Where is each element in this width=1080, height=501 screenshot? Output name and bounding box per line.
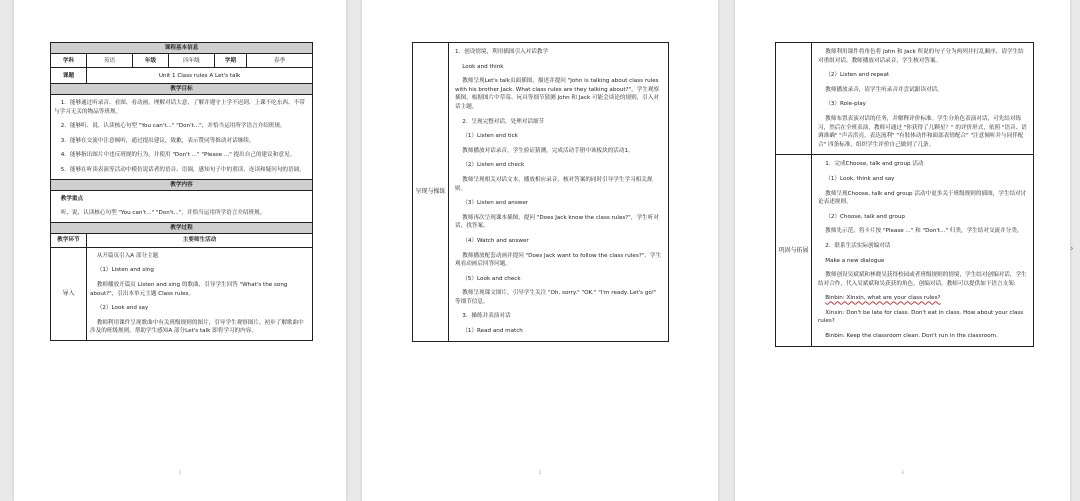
document-page-1 bbox=[14, 0, 346, 501]
activity-line: 教师呈现课文图片，引导学生关注 "Oh, sorry." "OK." "I'm ready. Let's go!" 等细节信息。 bbox=[455, 290, 657, 305]
activity-line: 教师呈现相关对话文本，播放相应录音，核对答案的同时引导学生学习相关规则。 bbox=[455, 176, 653, 192]
topic-value: Unit 1 Class rules A Let's talk bbox=[87, 68, 313, 84]
goal-item: 2．能够听、说、认读核心句型 "You can't..." "Don't..."，并恰当运用所学语言介绍班规。 bbox=[60, 123, 286, 130]
activity-line: （1）Read and match bbox=[462, 328, 523, 335]
activity-line: 教师利用课件呈现歌曲中有关班级规则的图片，引导学生观察图片，初步了解歌曲中涉及的班级规则，帮助学生感知A 部分Let's talk 即将学习的内容。 bbox=[90, 319, 304, 335]
activity-line: （3）Role-play bbox=[825, 101, 866, 108]
activity-line: 1．完成Choose, talk and group 活动 bbox=[825, 161, 924, 168]
activity-line: 教师创设吴斌斌和林晓吴获得校园或者班级规则的情境，学生结对创编对话，学生结对合作，代入吴斌斌和吴获获的角色，创编对话。教师可以提供如下语言支架: bbox=[818, 272, 1027, 287]
activity-line: （1）Look, think and say bbox=[825, 175, 895, 182]
activity-line: 教师呈现Choose, talk and group 活动中更多关于班级规则的插图，学生结对讨论表述规则。 bbox=[818, 190, 1027, 206]
page-number: 3 bbox=[901, 470, 904, 475]
activity-line: 教师布置表演对话的任务，并解释评价标准。学生分角色表演对话，可先结对练习，然后在全班表演，教师可通过 "你获得了几颗星？" 的评价形式，依照 "语音、语调准确" "声音洪亮，表达流利" "有肢体动作和面部表情配合" "注意倾听并与同伴配合" 四条标准，组织学生评价自己做到了几条。 bbox=[818, 115, 1027, 148]
roleplay-activity-cell bbox=[812, 43, 1034, 155]
presentation-activity-cell bbox=[449, 43, 669, 342]
activity-line: 从开篇页引入A 部分主题 bbox=[96, 252, 159, 259]
dialogue-line: Xinxin: Don't be late for class. Don't eat in class. How about your class rules? bbox=[818, 309, 1024, 325]
document-page-3 bbox=[735, 0, 1070, 501]
activity-line: （2）Choose, talk and group bbox=[825, 213, 905, 220]
page-number: 2 bbox=[538, 470, 542, 475]
activity-line: （4）Watch and answer bbox=[462, 237, 529, 244]
activity-line: Make a new dialogue bbox=[825, 257, 885, 264]
page-number: 1 bbox=[178, 470, 182, 475]
grade-label: 年级 bbox=[133, 54, 169, 68]
document-page-2 bbox=[362, 0, 718, 501]
goal-item: 3．能够在交流中注意倾听，通过提出建议，致歉，表示赞同等推动对话继续。 bbox=[60, 137, 255, 144]
intro-activity-cell bbox=[87, 247, 313, 340]
subject-label: 学科 bbox=[51, 54, 87, 68]
key-point-label: 教学重点 bbox=[60, 195, 84, 202]
dialogue-line: Binbin: Keep the classroom clean. Don't run in the classroom. bbox=[825, 333, 998, 340]
activity-line: 教师播放录音，请学生听录音并尝试跟读对话。 bbox=[825, 86, 943, 93]
topic-label: 课题 bbox=[51, 68, 87, 84]
activity-line: 1．创设情境，利用插图引入对话教学 bbox=[455, 49, 549, 55]
activity-line: （2）Listen and repeat bbox=[825, 72, 890, 79]
activity-line: 教师再次呈现课本插图，提问 "Does Jack know the class rules?"，学生听对话，找答案。 bbox=[455, 214, 659, 230]
grade-value: 四年级 bbox=[169, 54, 215, 68]
process-table-continued bbox=[412, 42, 669, 342]
content-header: 教学内容 bbox=[51, 179, 313, 190]
activity-line: 教师播放对话录音，学生验证猜测，完成活动手册中该板块的活动1。 bbox=[462, 147, 634, 154]
stage-intro: 导入 bbox=[51, 247, 87, 340]
activity-line: 3．操练并表演对话 bbox=[462, 313, 511, 320]
stage-presentation: 呈现与操练 bbox=[413, 43, 449, 342]
activity-line: （1）Listen and sing bbox=[96, 267, 154, 274]
activity-column-header: 主要师生活动 bbox=[87, 233, 313, 247]
term-label: 学期 bbox=[215, 54, 247, 68]
activity-line: 教师先示范，将卡片按 "Please ..." 和 "Don't..." 归类，学生结对交流并分类。 bbox=[825, 228, 1023, 235]
goals-header: 教学目标 bbox=[51, 84, 313, 95]
goal-item: 4．能够指出图片中违反班规的行为，并使用 "Don't ..." "Please ..." 提出自己的建议和意见。 bbox=[60, 152, 296, 159]
goal-item: 1．能够通过听录音、看图、看动画，理解对话大意，了解并遵守上学不迟到、上课不吃东西、不带与学习无关的物品等班规。 bbox=[54, 100, 305, 115]
course-info-table bbox=[50, 42, 313, 341]
process-table-final bbox=[775, 42, 1034, 347]
activity-line: 教师呈现Let's talk页面插图，描述并提问 "John is talking about class rules with his brother Jack. What class rules are they talking about?"，学生观察插图，根据图片中草莓、玩具等细节猜测 John 和 Jack 可能会谈论的规则，引入对话主题。 bbox=[455, 78, 660, 110]
activity-line: （3）Listen and answer bbox=[462, 200, 529, 207]
activity-line: （5）Look and check bbox=[462, 275, 521, 282]
activity-line: （2）Listen and check bbox=[462, 162, 525, 169]
activity-line: 教师播放开篇页 Listen and sing 的歌曲，引导学生回答 "What's the song about?"，引出本单元主题 Class rules。 bbox=[90, 281, 288, 297]
goals-cell bbox=[51, 95, 313, 180]
key-point-cell bbox=[51, 190, 313, 222]
term-value: 春季 bbox=[247, 54, 313, 68]
activity-line: 教师利用课件将角色将 John 和 Jack 所说的句子分为两列并打乱顺序，请学生结对重组对话。教师播放对话录音，学生核对答案。 bbox=[818, 49, 1024, 64]
subject-value: 英语 bbox=[87, 54, 133, 68]
process-header: 教学过程 bbox=[51, 222, 313, 233]
stage-empty bbox=[776, 43, 812, 155]
activity-line: （2）Look and say bbox=[96, 305, 149, 312]
stage-column-header: 教学环节 bbox=[51, 233, 87, 247]
stage-consolidation: 巩固与拓展 bbox=[776, 155, 812, 346]
activity-line: Look and think bbox=[462, 63, 504, 70]
chevron-right-icon[interactable]: › bbox=[1070, 244, 1074, 254]
course-info-header: 课程基本信息 bbox=[51, 43, 313, 54]
key-point-text: 听、说、认读核心句型 "You can't..." "Don't..."，并恰当运用所学语言介绍班规。 bbox=[60, 210, 266, 217]
activity-line: 教师播放配套动画并提问 "Does Jack want to follow the class rules?"，学生观看动画后回答问题。 bbox=[455, 252, 662, 268]
activity-line: （1）Listen and tick bbox=[462, 133, 518, 140]
activity-line: 2．呈现完整对话，处理对话细节 bbox=[462, 118, 545, 125]
goal-item: 5．能够在听读表演等活动中模仿说话者的语音、语调，感知句子中的重读、连读和疑问句的语调。 bbox=[60, 166, 305, 173]
consolidation-activity-cell bbox=[812, 155, 1034, 346]
dialogue-line: Binbin: Xinxin, what are your class rules? bbox=[825, 295, 941, 302]
activity-line: 2．联系生活实际创编对话 bbox=[825, 242, 891, 249]
